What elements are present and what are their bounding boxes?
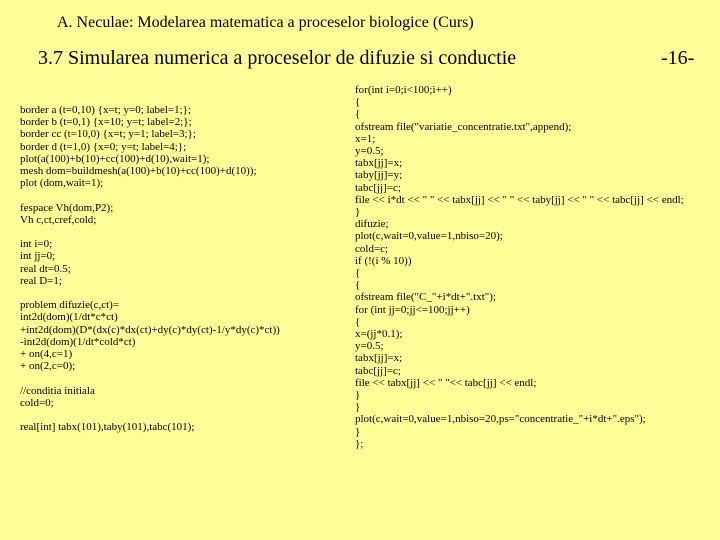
code-line: plot (dom,wait=1);: [20, 177, 104, 190]
code-line: //conditia initiala: [20, 384, 95, 397]
code-line: [20, 226, 280, 238]
document-header: A. Neculae: Modelarea matematica a proceselor biologice (Curs): [57, 14, 474, 31]
code-line: [20, 189, 280, 201]
code-line: taby[jj]=y;: [355, 169, 403, 182]
code-line: };: [355, 437, 364, 450]
code-line: for(int i=0;i<100;i++): [355, 84, 452, 96]
code-line: real[int] tabx(101),taby(101),tabc(101);: [20, 421, 195, 434]
code-line: plot(a(100)+b(10)+cc(100)+d(10),wait=1);: [20, 152, 210, 165]
code-line: problem difuzie(c,ct)=: [20, 299, 120, 312]
code-line: {: [355, 108, 361, 121]
code-line: border b (t=0,1) {x=10; y=t; label=2;};: [20, 116, 192, 129]
code-line: + on(4,c=1): [20, 348, 73, 361]
code-line: +int2d(dom)(D*(dx(c)*dx(ct)+dy(c)*dy(ct)-1/y*dy(c)*ct)): [20, 323, 280, 336]
code-line: real dt=0.5;: [20, 262, 71, 275]
code-line: {: [355, 96, 361, 109]
code-listing-left: [20, 104, 280, 433]
code-line: tabc[jj]=c;: [355, 181, 401, 194]
code-line: }: [355, 389, 361, 402]
page-number: -16-: [661, 47, 695, 69]
code-line: border a (t=0,10) {x=t; y=0; label=1;};: [20, 104, 192, 116]
code-line: tabx[jj]=x;: [355, 352, 403, 365]
code-line: fespace Vh(dom,P2);: [20, 201, 114, 214]
code-line: y=0.5;: [355, 145, 384, 158]
code-line: for (int jj=0;jj<=100;jj++): [355, 303, 470, 316]
code-line: tabx[jj]=x;: [355, 157, 403, 170]
code-line: {: [355, 279, 361, 292]
code-line: cold=0;: [20, 396, 54, 409]
code-listing-right: [355, 84, 684, 450]
code-line: }: [355, 425, 361, 438]
code-line: file << i*dt << " " << tabx[jj] << " " << taby[jj] << " " << tabc[jj] << endl;: [355, 193, 684, 206]
code-line: }: [355, 401, 361, 414]
code-line: cold=c;: [355, 242, 389, 255]
code-line: plot(c,wait=0,value=1,nbiso=20);: [355, 230, 503, 243]
code-line: border d (t=1,0) {x=0; y=t; label=4;};: [20, 140, 187, 153]
code-line: + on(2,c=0);: [20, 360, 76, 373]
code-line: file << tabx[jj] << " "<< tabc[jj] << endl;: [355, 376, 537, 389]
code-line: }: [355, 206, 361, 219]
code-line: x=1;: [355, 132, 376, 145]
code-line: {: [355, 315, 361, 328]
code-line: [20, 372, 280, 384]
code-line: int i=0;: [20, 238, 53, 251]
code-line: border cc (t=10,0) {x=t; y=1; label=3;};: [20, 128, 196, 141]
code-line: ofstream file("C_"+i*dt+".txt");: [355, 291, 496, 304]
code-line: [20, 409, 280, 421]
section-title: 3.7 Simularea numerica a proceselor de difuzie si conductie: [38, 47, 517, 69]
code-line: tabc[jj]=c;: [355, 364, 401, 377]
code-line: difuzie;: [355, 218, 389, 231]
code-line: {: [355, 267, 361, 280]
code-line: y=0.5;: [355, 340, 384, 353]
code-line: -int2d(dom)(1/dt*cold*ct): [20, 335, 136, 348]
code-line: plot(c,wait=0,value=1,nbiso=20,ps="concentratie_"+i*dt+".eps");: [355, 413, 646, 426]
code-line: if (!(i % 10)): [355, 254, 412, 267]
code-line: Vh c,ct,cref,cold;: [20, 213, 97, 226]
code-line: int2d(dom)(1/dt*c*ct): [20, 311, 118, 324]
code-line: [20, 287, 280, 299]
code-line: mesh dom=buildmesh(a(100)+b(10)+cc(100)+d(10));: [20, 165, 257, 178]
code-line: real D=1;: [20, 274, 62, 287]
code-line: ofstream file("variatie_concentratie.txt",append);: [355, 120, 572, 133]
code-line: x=(jj*0.1);: [355, 328, 403, 341]
code-line: int jj=0;: [20, 250, 56, 263]
